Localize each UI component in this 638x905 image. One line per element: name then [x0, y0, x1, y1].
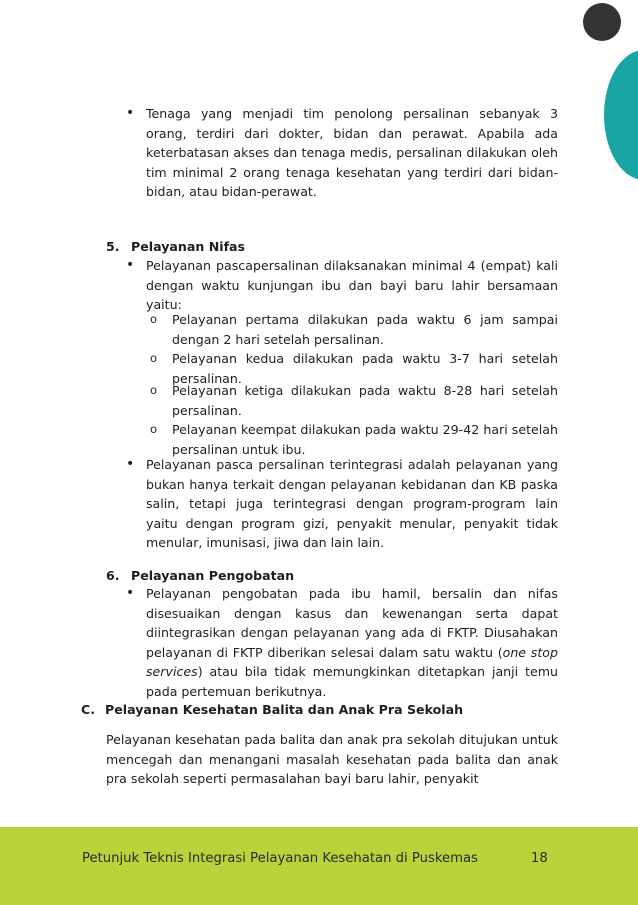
heading-item-5	[106, 237, 245, 257]
sub-list-item: o Pelayanan pertama dilakukan pada waktu 6 jam sampai dengan 2 hari setelah persalinan.	[172, 310, 558, 349]
body-paragraph: Pelayanan kesehatan pada balita dan anak pra sekolah ditujukan untuk mencegah dan menangani masalah kesehatan pada balita dan anak pra sekolah seperti permasalahan bayi baru lahir, penyakit	[106, 732, 558, 786]
bullet-item: • Tenaga yang menjadi tim penolong persalinan sebanyak 3 orang, terdiri dari dokter, bidan dan perawat. Apabila ada keterbatasan akses dan tenaga medis, persalinan dilakukan oleh tim minimal 2 orang tenaga kesehatan yang terdiri dari bidan-bidan, atau bidan-perawat.	[146, 104, 558, 202]
bullet-item: • Pelayanan pascapersalinan dilaksanakan minimal 4 (empat) kali dengan waktu kunjungan ibu dan bayi baru lahir bersamaan yaitu:	[146, 256, 558, 315]
decorative-arc	[604, 50, 638, 180]
sub-list-item: o Pelayanan kedua dilakukan pada waktu 3-7 hari setelah persalinan.	[172, 349, 558, 388]
sub-list-item: o Pelayanan ketiga dilakukan pada waktu 8-28 hari setelah persalinan.	[172, 381, 558, 420]
page-number: 18	[531, 851, 548, 866]
heading-title: Pelayanan Nifas	[131, 239, 246, 254]
bullet-italic-text: one stop services	[146, 644, 559, 679]
section-heading-c	[81, 700, 463, 720]
decorative-dot	[583, 3, 621, 41]
heading-number: 5.	[106, 239, 120, 254]
section-title: Pelayanan Kesehatan Balita dan Anak Pra Sekolah	[105, 702, 464, 717]
bullet-text: ) atau bila tidak memungkinkan ditetapkan janji temu pada pertemuan berikutnya.	[146, 664, 558, 699]
heading-title: Pelayanan Pengobatan	[131, 568, 295, 583]
section-letter: C.	[81, 702, 96, 717]
bullet-item	[146, 584, 558, 701]
bullet-text: Pelayanan pengobatan pada ibu hamil, bersalin dan nifas disesuaikan dengan kasus dan kewenangan serta dapat diintegrasikan dengan pelayanan yang ada di FKTP. Diusahakan pelayanan di FKTP diberikan selesai dalam satu waktu (	[146, 586, 558, 660]
bullet-item: • Pelayanan pasca persalinan terintegrasi adalah pelayanan yang bukan hanya terkait dengan pelayanan kebidanan dan KB paska salin, tetapi juga terintegrasi dengan program-program lain yaitu dengan program gizi, penyakit menular, penyakit tidak menular, imunisasi, jiwa dan lain lain.	[146, 455, 558, 553]
heading-item-6	[106, 566, 294, 586]
footer-band	[0, 827, 638, 905]
heading-number: 6.	[106, 568, 120, 583]
sub-list-item: o Pelayanan keempat dilakukan pada waktu 29-42 hari setelah persalinan untuk ibu.	[172, 420, 558, 459]
footer-title: Petunjuk Teknis Integrasi Pelayanan Kesehatan di Puskemas	[82, 851, 478, 866]
